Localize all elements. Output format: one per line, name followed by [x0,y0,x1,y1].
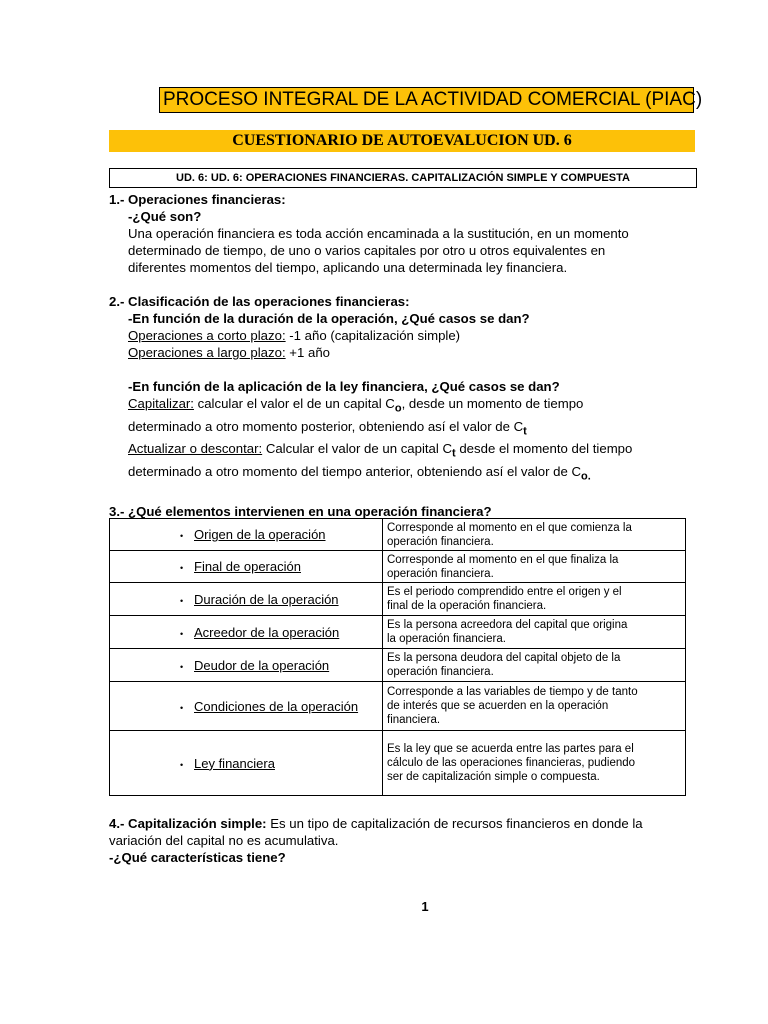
table-row [110,731,686,796]
element-description-line: operación financiera. [387,535,494,548]
long-term-value: +1 año [285,345,330,360]
element-description-line: la operación financiera. [387,633,506,645]
q1-answer-line: diferentes momentos del tiempo, aplicando una determinada ley financiera. [128,260,568,275]
capitalize-line [109,395,699,418]
element-term: Ley financiera [194,755,275,771]
element-description-cell [383,519,686,551]
subscript: t [523,425,527,438]
short-term-line [109,327,699,344]
element-description-cell [383,616,686,649]
discount-line-2 [109,463,699,486]
q1-heading: 1.- Operaciones financieras: [109,192,286,207]
element-description-line: operación financiera. [387,567,494,580]
q1-subquestion: -¿Qué son? [128,209,202,224]
element-term: Final de operación [194,559,301,574]
table-row [110,583,686,616]
element-description-line: Es la persona deudora del capital objeto de la [387,652,621,664]
q2-subquestion-duration: -En función de la duración de la operación, ¿Qué casos se dan? [128,311,530,326]
element-description-line: Corresponde al momento en el que comienza la [387,521,632,534]
element-description-line: ser de capitalización simple o compuesta. [387,771,600,783]
bullet-icon: • [180,702,184,713]
element-term-cell [110,682,383,731]
subscript: o. [581,470,591,483]
short-term-label: Operaciones a corto plazo: [128,328,286,343]
element-description-line: Es la persona acreedora del capital que origina [387,619,628,631]
discount-text-2: determinado a otro momento del tiempo anterior, obteniendo así el valor de C [128,463,582,479]
bullet-icon: • [180,531,184,541]
element-description-line: Corresponde al momento en el que finaliza la [387,553,619,566]
q2-heading: 2.- Clasificación de las operaciones financieras: [109,294,410,309]
element-description-line: Corresponde a las variables de tiempo y de tanto [387,686,638,698]
page-number: 1 [421,899,429,914]
table-row [110,519,686,551]
element-description-line: operación financiera. [387,666,494,678]
element-description-line: financiera. [387,714,441,726]
element-term-cell [110,551,383,583]
element-description-line: final de la operación financiera. [387,600,547,612]
bullet-icon: • [180,628,184,639]
element-term-cell [110,519,383,551]
short-term-value: -1 año (capitalización simple) [285,328,461,343]
unit-title: UD. 6: UD. 6: OPERACIONES FINANCIERAS. CAPITALIZACIÓN SIMPLE Y COMPUESTA [109,168,697,188]
element-description-cell [383,649,686,682]
subscript: o [394,402,402,415]
capitalize-text-end: , desde un momento de tiempo [401,396,584,411]
capitalize-label: Capitalizar: [128,396,194,411]
bullet-icon: • [180,595,184,606]
elements-table [109,518,686,796]
capitalize-line-2 [109,418,699,441]
element-term: Deudor de la operación [194,657,330,673]
element-description-line: de interés que se acuerden en la operación [387,700,609,712]
element-term-cell [110,616,383,649]
element-description-line: Es el periodo comprendido entre el origen y el [387,586,622,598]
q1-answer-line: determinado de tiempo, de uno o varios capitales por otro u otros equivalentes en [128,243,606,258]
element-term: Origen de la operación [194,527,326,542]
element-description-cell [383,731,686,796]
q3-heading: 3.- ¿Qué elementos intervienen en una operación financiera? [109,503,492,519]
document-title: PROCESO INTEGRAL DE LA ACTIVIDAD COMERCIAL (PIAC) [159,87,694,113]
questionnaire-title: CUESTIONARIO DE AUTOEVALUCION UD. 6 [109,130,695,152]
capitalize-text: calcular el valor el de un capital C [193,396,395,411]
element-description-cell [383,551,686,583]
element-description-cell [383,583,686,616]
q4-section [109,815,699,866]
discount-text-end: desde el momento del tiempo [455,441,633,457]
long-term-line [109,344,699,361]
q4-text: Es un tipo de capitalización de recursos financieros en donde la [266,816,643,831]
element-description-line: Es la ley que se acuerda entre las partes para el [387,743,634,755]
discount-text: Calcular el valor de un capital C [262,441,453,457]
bullet-icon: • [180,759,184,770]
q4-line [109,815,699,832]
capitalize-text-2: determinado a otro momento posterior, obteniendo así el valor de C [128,418,524,434]
element-term: Condiciones de la operación [194,698,359,714]
questions-section [109,191,699,520]
q4-heading: 4.- Capitalización simple: [109,816,267,831]
discount-line [109,440,699,463]
element-term: Acreedor de la operación [194,624,340,640]
q4-subquestion: -¿Qué características tiene? [109,850,286,865]
element-term-cell [110,731,383,796]
element-term-cell [110,649,383,682]
q1-answer-line: Una operación financiera es toda acción encaminada a la sustitución, en un momento [128,226,629,241]
q2-subquestion-law: -En función de la aplicación de la ley financiera, ¿Qué casos se dan? [128,379,560,394]
q4-text-2: variación del capital no es acumulativa. [109,833,339,848]
table-row [110,616,686,649]
long-term-label: Operaciones a largo plazo: [128,345,286,360]
element-term: Duración de la operación [194,591,339,607]
element-description-cell [383,682,686,731]
element-description-line: cálculo de las operaciones financieras, pudiendo [387,757,636,769]
bullet-icon: • [180,661,184,672]
subscript: t [452,447,456,460]
table-row [110,551,686,583]
element-term-cell [110,583,383,616]
table-row [110,682,686,731]
bullet-icon: • [180,563,184,573]
discount-label: Actualizar o descontar: [128,441,263,457]
table-row [110,649,686,682]
